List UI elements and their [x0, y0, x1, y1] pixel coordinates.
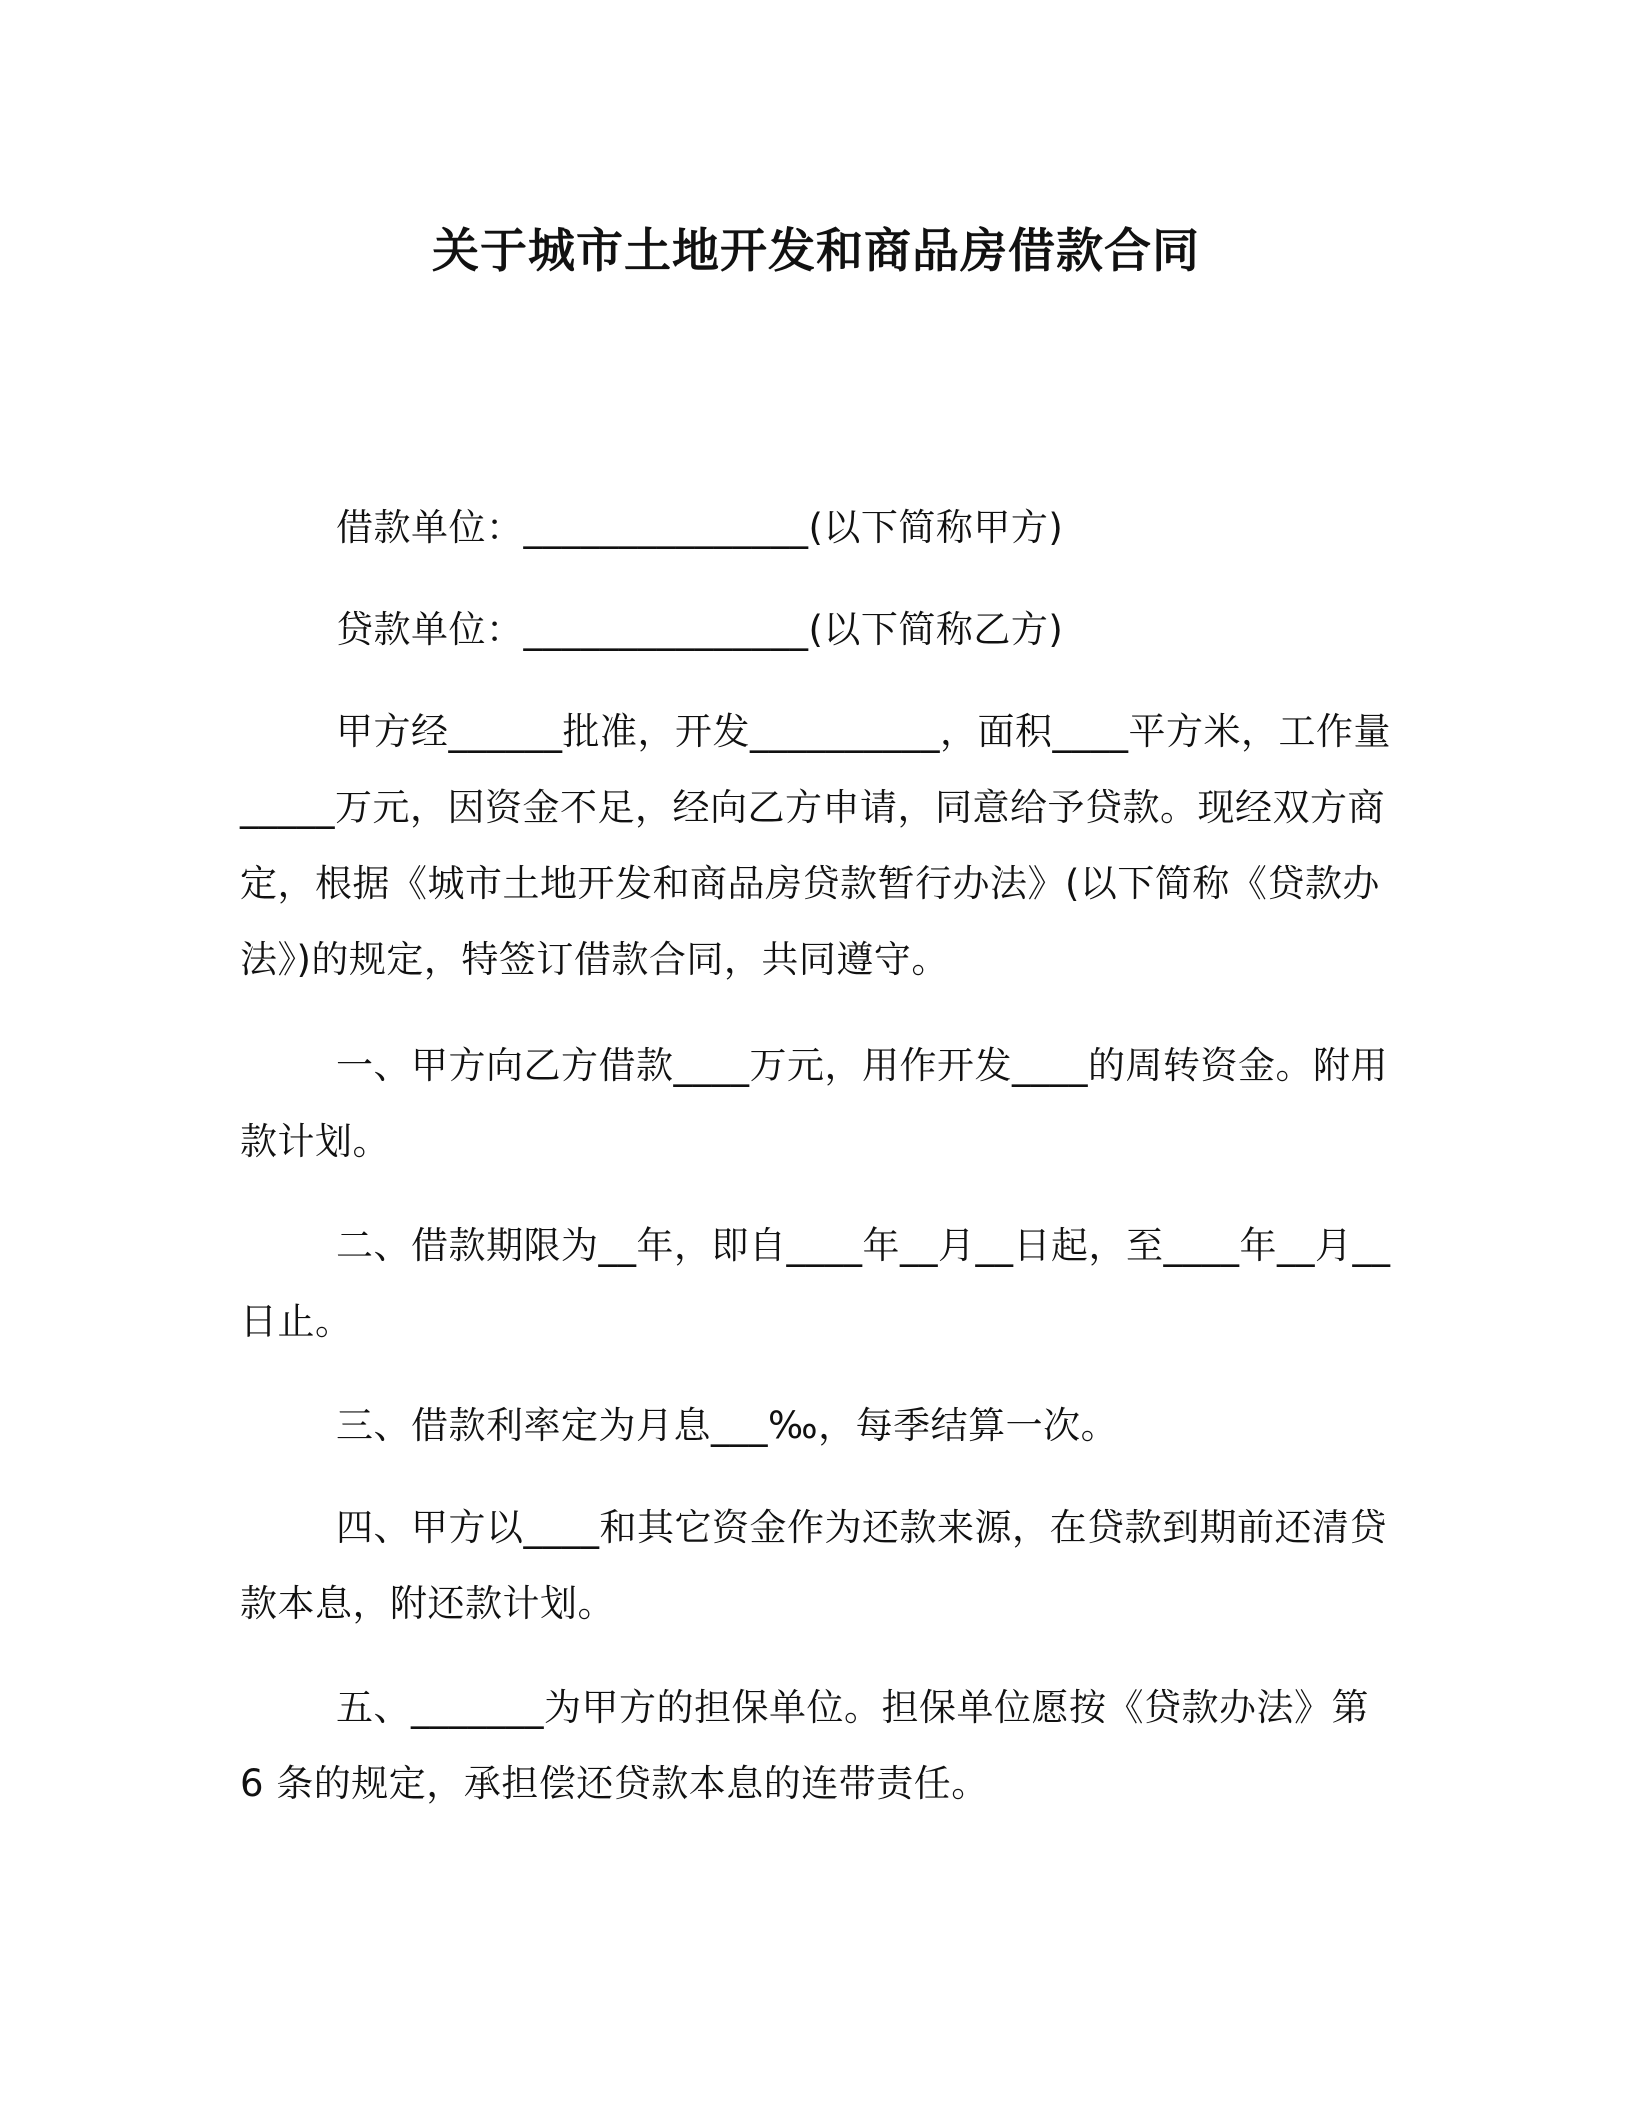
preamble-paragraph: 甲方经______批准，开发__________，面积____平方米，工作量_____万元，因资金不足，经向乙方申请，同意给予贷款。现经双方商定，根据《城市土地开发和商品房贷款暂行办法》(以下简称《贷款办法》)的规定，特签订借款合同，共同遵守。 [240, 710, 1391, 981]
clause-3-paragraph: 三、借款利率定为月息___‰，每季结算一次。 [336, 1404, 1119, 1447]
clause-4-paragraph: 四、甲方以____和其它资金作为还款来源，在贷款到期前还清贷款本息，附还款计划。 [240, 1506, 1387, 1625]
clause-1-paragraph: 一、甲方向乙方借款____万元，用作开发____的周转资金。附用款计划。 [240, 1044, 1388, 1163]
borrower-line: 借款单位：_______________(以下简称甲方) [336, 506, 1064, 549]
clause-5-paragraph: 五、_______为甲方的担保单位。担保单位愿按《贷款办法》第 6 条的规定，承担偿还贷款本息的连带责任。 [240, 1686, 1369, 1805]
lender-line: 贷款单位：_______________(以下简称乙方) [336, 608, 1064, 651]
document-title: 关于城市土地开发和商品房借款合同 [432, 224, 1200, 279]
clause-2-paragraph: 二、借款期限为__年，即自____年__月__日起，至____年__月__日止。 [240, 1224, 1391, 1343]
